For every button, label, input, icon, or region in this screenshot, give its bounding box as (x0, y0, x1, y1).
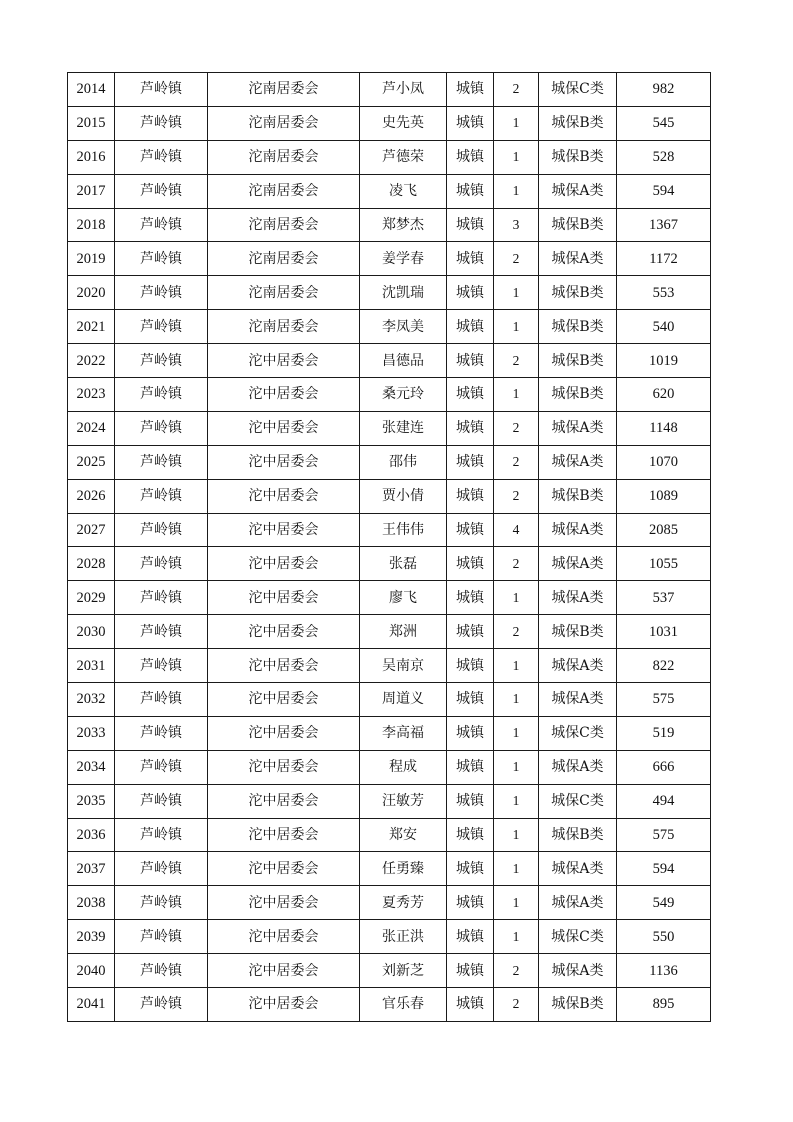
persons-cell: 2 (494, 479, 539, 513)
category-cell: 城保A类 (539, 174, 617, 208)
table-row (68, 208, 711, 242)
data-table (67, 72, 711, 1022)
name-cell: 李高福 (360, 716, 447, 750)
category-cell: 城保B类 (539, 276, 617, 310)
household-type-cell: 城镇 (447, 547, 494, 581)
category-cell: 城保B类 (539, 140, 617, 174)
township-cell: 芦岭镇 (115, 547, 208, 581)
category-cell: 城保C类 (539, 716, 617, 750)
category-cell: 城保C类 (539, 920, 617, 954)
name-cell: 张正洪 (360, 920, 447, 954)
category-cell: 城保B类 (539, 988, 617, 1022)
name-cell: 程成 (360, 750, 447, 784)
serial-number-cell: 2023 (68, 378, 115, 412)
township-cell: 芦岭镇 (115, 344, 208, 378)
amount-cell: 494 (617, 784, 711, 818)
persons-cell: 1 (494, 378, 539, 412)
township-cell: 芦岭镇 (115, 750, 208, 784)
serial-number-cell: 2041 (68, 988, 115, 1022)
committee-cell: 沱南居委会 (208, 73, 360, 107)
committee-cell: 沱南居委会 (208, 242, 360, 276)
name-cell: 芦德荣 (360, 140, 447, 174)
category-cell: 城保B类 (539, 310, 617, 344)
household-type-cell: 城镇 (447, 581, 494, 615)
household-type-cell: 城镇 (447, 378, 494, 412)
amount-cell: 2085 (617, 513, 711, 547)
table-row (68, 683, 711, 717)
table-row (68, 581, 711, 615)
persons-cell: 1 (494, 920, 539, 954)
category-cell: 城保A类 (539, 954, 617, 988)
table-row (68, 140, 711, 174)
persons-cell: 4 (494, 513, 539, 547)
name-cell: 刘新芝 (360, 954, 447, 988)
household-type-cell: 城镇 (447, 716, 494, 750)
persons-cell: 2 (494, 615, 539, 649)
category-cell: 城保A类 (539, 445, 617, 479)
township-cell: 芦岭镇 (115, 411, 208, 445)
category-cell: 城保A类 (539, 886, 617, 920)
table-row (68, 106, 711, 140)
serial-number-cell: 2025 (68, 445, 115, 479)
name-cell: 任勇臻 (360, 852, 447, 886)
serial-number-cell: 2017 (68, 174, 115, 208)
name-cell: 史先英 (360, 106, 447, 140)
township-cell: 芦岭镇 (115, 378, 208, 412)
persons-cell: 1 (494, 649, 539, 683)
serial-number-cell: 2024 (68, 411, 115, 445)
serial-number-cell: 2033 (68, 716, 115, 750)
table-row (68, 988, 711, 1022)
serial-number-cell: 2020 (68, 276, 115, 310)
table-row (68, 750, 711, 784)
category-cell: 城保A类 (539, 513, 617, 547)
committee-cell: 沱中居委会 (208, 547, 360, 581)
category-cell: 城保B类 (539, 378, 617, 412)
township-cell: 芦岭镇 (115, 73, 208, 107)
category-cell: 城保A类 (539, 242, 617, 276)
serial-number-cell: 2034 (68, 750, 115, 784)
serial-number-cell: 2039 (68, 920, 115, 954)
table-row (68, 73, 711, 107)
amount-cell: 1172 (617, 242, 711, 276)
name-cell: 王伟伟 (360, 513, 447, 547)
serial-number-cell: 2018 (68, 208, 115, 242)
table-row (68, 513, 711, 547)
committee-cell: 沱中居委会 (208, 649, 360, 683)
category-cell: 城保C类 (539, 784, 617, 818)
township-cell: 芦岭镇 (115, 445, 208, 479)
township-cell: 芦岭镇 (115, 716, 208, 750)
household-type-cell: 城镇 (447, 106, 494, 140)
table-row (68, 784, 711, 818)
name-cell: 官乐春 (360, 988, 447, 1022)
table-row (68, 852, 711, 886)
committee-cell: 沱南居委会 (208, 140, 360, 174)
category-cell: 城保B类 (539, 818, 617, 852)
persons-cell: 1 (494, 276, 539, 310)
committee-cell: 沱中居委会 (208, 479, 360, 513)
persons-cell: 1 (494, 310, 539, 344)
category-cell: 城保B类 (539, 479, 617, 513)
committee-cell: 沱南居委会 (208, 310, 360, 344)
committee-cell: 沱中居委会 (208, 581, 360, 615)
category-cell: 城保A类 (539, 411, 617, 445)
amount-cell: 1148 (617, 411, 711, 445)
township-cell: 芦岭镇 (115, 818, 208, 852)
table-row (68, 445, 711, 479)
table-row (68, 174, 711, 208)
serial-number-cell: 2022 (68, 344, 115, 378)
committee-cell: 沱南居委会 (208, 208, 360, 242)
township-cell: 芦岭镇 (115, 683, 208, 717)
township-cell: 芦岭镇 (115, 615, 208, 649)
amount-cell: 537 (617, 581, 711, 615)
table-row (68, 378, 711, 412)
serial-number-cell: 2038 (68, 886, 115, 920)
serial-number-cell: 2035 (68, 784, 115, 818)
category-cell: 城保B类 (539, 344, 617, 378)
name-cell: 凌飞 (360, 174, 447, 208)
name-cell: 周道义 (360, 683, 447, 717)
serial-number-cell: 2029 (68, 581, 115, 615)
persons-cell: 1 (494, 106, 539, 140)
persons-cell: 2 (494, 73, 539, 107)
committee-cell: 沱中居委会 (208, 411, 360, 445)
township-cell: 芦岭镇 (115, 784, 208, 818)
persons-cell: 2 (494, 242, 539, 276)
amount-cell: 1367 (617, 208, 711, 242)
amount-cell: 1070 (617, 445, 711, 479)
amount-cell: 550 (617, 920, 711, 954)
amount-cell: 1019 (617, 344, 711, 378)
table-row (68, 954, 711, 988)
name-cell: 吴南京 (360, 649, 447, 683)
serial-number-cell: 2031 (68, 649, 115, 683)
household-type-cell: 城镇 (447, 174, 494, 208)
serial-number-cell: 2036 (68, 818, 115, 852)
household-type-cell: 城镇 (447, 818, 494, 852)
household-type-cell: 城镇 (447, 988, 494, 1022)
household-type-cell: 城镇 (447, 513, 494, 547)
persons-cell: 2 (494, 445, 539, 479)
committee-cell: 沱中居委会 (208, 445, 360, 479)
amount-cell: 982 (617, 73, 711, 107)
name-cell: 夏秀芳 (360, 886, 447, 920)
table-row (68, 411, 711, 445)
township-cell: 芦岭镇 (115, 174, 208, 208)
household-type-cell: 城镇 (447, 683, 494, 717)
serial-number-cell: 2014 (68, 73, 115, 107)
persons-cell: 2 (494, 988, 539, 1022)
table-row (68, 649, 711, 683)
serial-number-cell: 2016 (68, 140, 115, 174)
category-cell: 城保B类 (539, 615, 617, 649)
amount-cell: 540 (617, 310, 711, 344)
township-cell: 芦岭镇 (115, 513, 208, 547)
township-cell: 芦岭镇 (115, 479, 208, 513)
committee-cell: 沱中居委会 (208, 615, 360, 649)
township-cell: 芦岭镇 (115, 988, 208, 1022)
amount-cell: 822 (617, 649, 711, 683)
serial-number-cell: 2019 (68, 242, 115, 276)
name-cell: 邵伟 (360, 445, 447, 479)
household-type-cell: 城镇 (447, 310, 494, 344)
serial-number-cell: 2028 (68, 547, 115, 581)
table-row (68, 479, 711, 513)
persons-cell: 1 (494, 581, 539, 615)
serial-number-cell: 2040 (68, 954, 115, 988)
township-cell: 芦岭镇 (115, 920, 208, 954)
table-body (68, 73, 711, 1022)
persons-cell: 1 (494, 818, 539, 852)
committee-cell: 沱南居委会 (208, 106, 360, 140)
name-cell: 芦小凤 (360, 73, 447, 107)
household-type-cell: 城镇 (447, 344, 494, 378)
township-cell: 芦岭镇 (115, 140, 208, 174)
serial-number-cell: 2021 (68, 310, 115, 344)
household-type-cell: 城镇 (447, 954, 494, 988)
committee-cell: 沱中居委会 (208, 988, 360, 1022)
amount-cell: 895 (617, 988, 711, 1022)
amount-cell: 545 (617, 106, 711, 140)
household-type-cell: 城镇 (447, 208, 494, 242)
category-cell: 城保A类 (539, 649, 617, 683)
township-cell: 芦岭镇 (115, 242, 208, 276)
table-row (68, 818, 711, 852)
committee-cell: 沱中居委会 (208, 818, 360, 852)
household-type-cell: 城镇 (447, 445, 494, 479)
household-type-cell: 城镇 (447, 852, 494, 886)
amount-cell: 1055 (617, 547, 711, 581)
committee-cell: 沱中居委会 (208, 852, 360, 886)
name-cell: 廖飞 (360, 581, 447, 615)
household-type-cell: 城镇 (447, 615, 494, 649)
household-type-cell: 城镇 (447, 140, 494, 174)
name-cell: 姜学春 (360, 242, 447, 276)
household-type-cell: 城镇 (447, 479, 494, 513)
name-cell: 郑洲 (360, 615, 447, 649)
table-row (68, 242, 711, 276)
amount-cell: 620 (617, 378, 711, 412)
amount-cell: 594 (617, 174, 711, 208)
persons-cell: 1 (494, 750, 539, 784)
committee-cell: 沱中居委会 (208, 886, 360, 920)
name-cell: 郑安 (360, 818, 447, 852)
category-cell: 城保A类 (539, 683, 617, 717)
household-type-cell: 城镇 (447, 411, 494, 445)
township-cell: 芦岭镇 (115, 886, 208, 920)
persons-cell: 1 (494, 683, 539, 717)
serial-number-cell: 2032 (68, 683, 115, 717)
table-row (68, 615, 711, 649)
amount-cell: 553 (617, 276, 711, 310)
committee-cell: 沱中居委会 (208, 378, 360, 412)
persons-cell: 1 (494, 784, 539, 818)
amount-cell: 549 (617, 886, 711, 920)
category-cell: 城保A类 (539, 750, 617, 784)
serial-number-cell: 2027 (68, 513, 115, 547)
amount-cell: 1136 (617, 954, 711, 988)
persons-cell: 1 (494, 716, 539, 750)
persons-cell: 3 (494, 208, 539, 242)
amount-cell: 1031 (617, 615, 711, 649)
table-row (68, 276, 711, 310)
name-cell: 昌德品 (360, 344, 447, 378)
persons-cell: 1 (494, 174, 539, 208)
amount-cell: 528 (617, 140, 711, 174)
name-cell: 郑梦杰 (360, 208, 447, 242)
committee-cell: 沱中居委会 (208, 750, 360, 784)
household-type-cell: 城镇 (447, 242, 494, 276)
amount-cell: 1089 (617, 479, 711, 513)
name-cell: 张磊 (360, 547, 447, 581)
household-type-cell: 城镇 (447, 73, 494, 107)
name-cell: 桑元玲 (360, 378, 447, 412)
name-cell: 李凤美 (360, 310, 447, 344)
household-type-cell: 城镇 (447, 784, 494, 818)
table-row (68, 310, 711, 344)
serial-number-cell: 2015 (68, 106, 115, 140)
committee-cell: 沱南居委会 (208, 174, 360, 208)
persons-cell: 1 (494, 886, 539, 920)
table-row (68, 547, 711, 581)
household-type-cell: 城镇 (447, 649, 494, 683)
category-cell: 城保A类 (539, 852, 617, 886)
table-row (68, 716, 711, 750)
committee-cell: 沱南居委会 (208, 276, 360, 310)
township-cell: 芦岭镇 (115, 852, 208, 886)
persons-cell: 2 (494, 954, 539, 988)
amount-cell: 575 (617, 683, 711, 717)
household-type-cell: 城镇 (447, 920, 494, 954)
table-row (68, 920, 711, 954)
persons-cell: 1 (494, 852, 539, 886)
township-cell: 芦岭镇 (115, 208, 208, 242)
committee-cell: 沱中居委会 (208, 716, 360, 750)
name-cell: 贾小倩 (360, 479, 447, 513)
household-type-cell: 城镇 (447, 886, 494, 920)
township-cell: 芦岭镇 (115, 649, 208, 683)
serial-number-cell: 2026 (68, 479, 115, 513)
committee-cell: 沱中居委会 (208, 920, 360, 954)
committee-cell: 沱中居委会 (208, 344, 360, 378)
amount-cell: 594 (617, 852, 711, 886)
committee-cell: 沱中居委会 (208, 954, 360, 988)
committee-cell: 沱中居委会 (208, 683, 360, 717)
persons-cell: 2 (494, 344, 539, 378)
category-cell: 城保B类 (539, 208, 617, 242)
amount-cell: 519 (617, 716, 711, 750)
category-cell: 城保A类 (539, 547, 617, 581)
township-cell: 芦岭镇 (115, 581, 208, 615)
category-cell: 城保A类 (539, 581, 617, 615)
table-row (68, 344, 711, 378)
category-cell: 城保C类 (539, 73, 617, 107)
name-cell: 沈凯瑞 (360, 276, 447, 310)
township-cell: 芦岭镇 (115, 954, 208, 988)
committee-cell: 沱中居委会 (208, 784, 360, 818)
persons-cell: 2 (494, 411, 539, 445)
township-cell: 芦岭镇 (115, 106, 208, 140)
name-cell: 张建连 (360, 411, 447, 445)
category-cell: 城保B类 (539, 106, 617, 140)
serial-number-cell: 2037 (68, 852, 115, 886)
township-cell: 芦岭镇 (115, 310, 208, 344)
amount-cell: 666 (617, 750, 711, 784)
serial-number-cell: 2030 (68, 615, 115, 649)
township-cell: 芦岭镇 (115, 276, 208, 310)
household-type-cell: 城镇 (447, 750, 494, 784)
committee-cell: 沱中居委会 (208, 513, 360, 547)
household-type-cell: 城镇 (447, 276, 494, 310)
persons-cell: 1 (494, 140, 539, 174)
name-cell: 汪敏芳 (360, 784, 447, 818)
amount-cell: 575 (617, 818, 711, 852)
persons-cell: 2 (494, 547, 539, 581)
table-row (68, 886, 711, 920)
